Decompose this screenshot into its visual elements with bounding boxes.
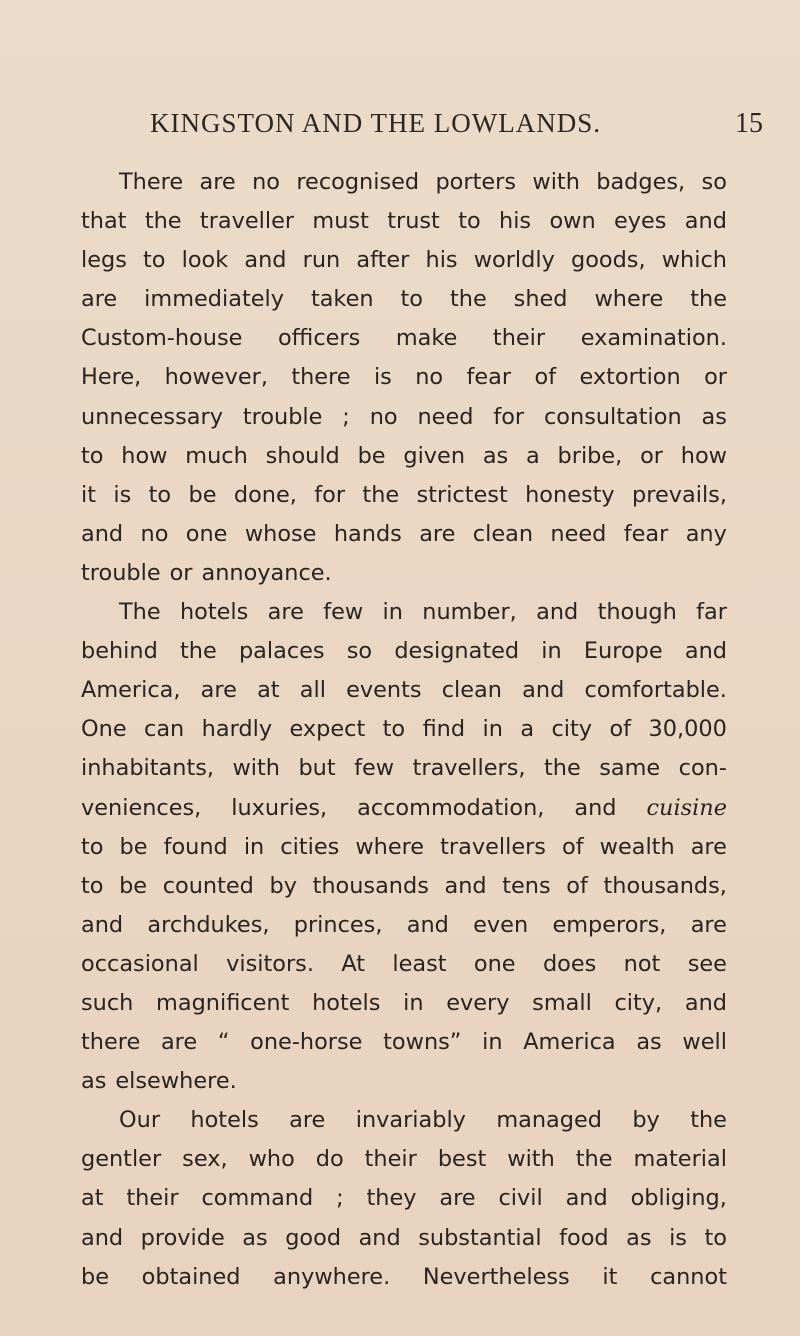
word: in — [243, 833, 265, 860]
word: are — [289, 1107, 326, 1134]
word: done, — [233, 481, 297, 508]
word: eyes — [613, 208, 667, 235]
word: trouble — [81, 559, 161, 586]
word: thousands — [312, 872, 429, 899]
word: prevails, — [632, 481, 727, 508]
word: any — [685, 520, 727, 547]
word: and — [684, 208, 727, 235]
word: comfortable. — [584, 677, 727, 704]
text-line — [81, 358, 727, 397]
word: to — [382, 716, 406, 743]
word: traveller — [199, 208, 295, 235]
word: to — [400, 286, 424, 313]
word: expect — [289, 716, 366, 743]
text-line — [81, 710, 727, 749]
word: are — [690, 833, 727, 860]
word: for — [493, 403, 525, 430]
word: recognised — [296, 169, 420, 195]
word: are — [200, 677, 237, 704]
word: make — [395, 325, 458, 352]
word: be — [357, 442, 386, 469]
word: in — [382, 599, 403, 626]
word: how — [121, 442, 168, 469]
word: “ — [217, 1029, 230, 1056]
word: in — [403, 989, 424, 1016]
word: hotels — [190, 1107, 259, 1134]
word: own — [549, 208, 596, 235]
word: good — [285, 1224, 342, 1251]
word: look — [181, 247, 229, 274]
word: civil — [498, 1185, 543, 1212]
word: city, — [614, 989, 663, 1016]
text-line — [81, 828, 727, 867]
word: best — [437, 1146, 487, 1173]
word: it — [81, 481, 96, 508]
word: and — [574, 794, 617, 821]
word: 30,000 — [648, 716, 727, 743]
word: of — [566, 872, 588, 899]
word: officers — [277, 325, 361, 352]
word: trust — [387, 208, 440, 235]
word: ; — [336, 1185, 344, 1212]
word: far — [696, 599, 727, 626]
word: as — [636, 1029, 662, 1056]
word: in — [541, 638, 562, 665]
word: in — [482, 716, 503, 743]
word: same — [599, 755, 661, 782]
text-line — [81, 202, 727, 241]
word: his — [499, 208, 532, 235]
word: counted — [162, 872, 254, 899]
word: the — [144, 208, 182, 235]
word: run — [302, 247, 341, 274]
word: behind — [81, 638, 158, 665]
word: as — [482, 442, 509, 469]
word: cities — [280, 833, 340, 860]
word: of — [534, 364, 557, 391]
word: are — [160, 1029, 198, 1056]
word: thousands, — [603, 872, 727, 899]
word: inhabitants, — [81, 755, 215, 782]
text-line — [81, 1023, 727, 1062]
word: the — [543, 755, 581, 782]
word: to — [704, 1224, 727, 1251]
word: with — [232, 755, 280, 782]
word: princes, — [293, 911, 383, 938]
word: but — [298, 755, 336, 782]
word: with — [507, 1146, 555, 1173]
word: one — [185, 520, 228, 547]
word: where — [355, 833, 425, 860]
word: is — [113, 481, 132, 508]
text-line — [81, 1140, 727, 1179]
word: is — [669, 1224, 687, 1251]
word: to — [458, 208, 481, 235]
word: of — [562, 833, 584, 860]
word: find — [422, 716, 466, 743]
word: command — [201, 1185, 314, 1212]
word: how — [680, 442, 727, 469]
word: or — [704, 364, 727, 391]
word: where — [594, 286, 664, 313]
word: porters — [435, 169, 517, 195]
word: are — [199, 169, 236, 195]
word: see — [687, 950, 727, 977]
word: they — [366, 1185, 417, 1212]
word: by — [269, 872, 297, 899]
word: the — [690, 286, 727, 313]
word: the — [690, 1107, 727, 1134]
word: events — [346, 677, 422, 704]
word: invariably — [355, 1107, 466, 1134]
word: so — [701, 169, 727, 195]
word: a — [520, 716, 535, 743]
word: legs — [81, 247, 127, 274]
word: material — [633, 1146, 727, 1173]
word: Europe — [583, 638, 663, 665]
text-line — [81, 319, 727, 358]
word: consultation — [544, 403, 682, 430]
word: can — [144, 716, 185, 743]
word: are — [267, 599, 304, 626]
word: with — [532, 169, 580, 195]
word: the — [575, 1146, 613, 1173]
word: to — [81, 833, 104, 860]
word: The — [119, 599, 161, 626]
word: his — [425, 247, 458, 274]
word: luxuries, — [231, 794, 328, 821]
word: and — [536, 599, 579, 626]
word: their — [492, 325, 546, 352]
word: and — [444, 872, 487, 899]
text-line — [81, 398, 727, 437]
word: whose — [244, 520, 317, 547]
word: obtained — [141, 1263, 241, 1290]
word: to — [148, 481, 172, 508]
word: least — [392, 950, 447, 977]
word: the — [362, 481, 400, 508]
word: be — [119, 872, 148, 899]
word: clean — [472, 520, 534, 547]
text-line — [81, 789, 727, 828]
word: or — [640, 442, 663, 469]
word: small — [532, 989, 592, 1016]
word: anywhere. — [273, 1263, 391, 1290]
text-line — [81, 593, 727, 632]
word: hardly — [201, 716, 273, 743]
word: One — [81, 716, 127, 743]
word: every — [446, 989, 510, 1016]
word: and — [81, 520, 124, 547]
word: hotels — [312, 989, 381, 1016]
word: and — [406, 911, 449, 938]
word: hands — [333, 520, 402, 547]
word: need — [550, 520, 607, 547]
word: city — [551, 716, 593, 743]
word: as — [626, 1224, 652, 1251]
word: do — [315, 1146, 344, 1173]
word: fear — [466, 364, 512, 391]
running-title: KINGSTON AND THE LOWLANDS. — [150, 108, 601, 138]
page-number: 15 — [735, 108, 763, 139]
text-line — [81, 241, 727, 280]
word: however, — [164, 364, 268, 391]
word: much — [185, 442, 248, 469]
word: substantial — [418, 1224, 542, 1251]
word: in — [482, 1029, 503, 1056]
text-line — [81, 749, 727, 788]
word: and — [522, 677, 565, 704]
text-line — [81, 984, 727, 1023]
word: badges, — [596, 169, 686, 195]
text-line — [81, 867, 727, 906]
text-line — [81, 280, 727, 319]
word: sex, — [182, 1146, 228, 1173]
text-line — [81, 515, 727, 554]
text-line — [81, 1219, 727, 1258]
word: clean — [441, 677, 502, 704]
text-line — [81, 476, 727, 515]
word: visitors. — [226, 950, 314, 977]
word: cannot — [650, 1263, 727, 1290]
word: annoyance. — [201, 559, 332, 586]
word: America — [523, 1029, 616, 1056]
word: fear — [623, 520, 669, 547]
word: should — [265, 442, 340, 469]
text-line — [81, 437, 727, 476]
word: examination. — [580, 325, 727, 352]
word: archdukes, — [147, 911, 270, 938]
word: there — [81, 1029, 141, 1056]
word: does — [542, 950, 597, 977]
word: no — [369, 403, 398, 430]
word: found — [163, 833, 228, 860]
text-line — [81, 1179, 727, 1218]
word: and — [684, 638, 727, 665]
word: extortion — [579, 364, 681, 391]
word: be — [119, 833, 148, 860]
word: magnificent — [156, 989, 290, 1016]
word: are — [419, 520, 456, 547]
word: and — [81, 911, 124, 938]
word: few — [354, 755, 395, 782]
word: immediately — [144, 286, 284, 313]
word: one — [473, 950, 516, 977]
word: gentler — [81, 1146, 162, 1173]
word: accommodation, — [357, 794, 545, 821]
word: ; — [342, 403, 350, 430]
word: strictest — [416, 481, 508, 508]
text-line — [81, 1062, 727, 1101]
word: cuisine — [646, 794, 727, 821]
word: or — [169, 559, 193, 586]
body-text — [81, 163, 727, 1297]
text-line — [81, 906, 727, 945]
word: and — [244, 247, 287, 274]
word: provide — [140, 1224, 225, 1251]
text-line — [81, 1101, 727, 1140]
word: as — [701, 403, 727, 430]
word: tens — [502, 872, 551, 899]
word: to — [81, 442, 104, 469]
word: and — [358, 1224, 401, 1251]
word: bribe, — [557, 442, 623, 469]
word: not — [623, 950, 661, 977]
text-line — [81, 554, 727, 593]
word: of — [609, 716, 632, 743]
text-line — [81, 945, 727, 984]
text-line — [81, 671, 727, 710]
word: as — [81, 1068, 107, 1095]
word: and — [81, 1224, 124, 1251]
word: which — [661, 247, 727, 274]
word: at — [257, 677, 280, 704]
word: are — [439, 1185, 476, 1212]
word: to — [81, 872, 104, 899]
word: and — [565, 1185, 608, 1212]
word: be — [188, 481, 217, 508]
word: after — [356, 247, 410, 274]
word: one-horse — [250, 1029, 363, 1056]
word: travellers, — [412, 755, 526, 782]
word: managed — [496, 1107, 602, 1134]
word: as — [242, 1224, 268, 1251]
word: there — [291, 364, 351, 391]
word: it — [602, 1263, 618, 1290]
word: is — [373, 364, 392, 391]
word: emperors, — [552, 911, 667, 938]
word: trouble — [242, 403, 323, 430]
word: At — [341, 950, 366, 977]
word: for — [314, 481, 346, 508]
word: so — [346, 638, 373, 665]
word: con- — [678, 755, 727, 782]
word: even — [473, 911, 529, 938]
word: occasional — [81, 950, 199, 977]
word: veniences, — [81, 794, 202, 821]
word: America, — [81, 677, 181, 704]
word: worldly — [473, 247, 555, 274]
word: Here, — [81, 364, 142, 391]
word: elsewhere. — [115, 1068, 237, 1095]
word: by — [632, 1107, 660, 1134]
word: number, — [422, 599, 517, 626]
word: all — [299, 677, 326, 704]
word: that — [81, 208, 127, 235]
word: taken — [310, 286, 374, 313]
word: a — [526, 442, 540, 469]
word: the — [180, 638, 217, 665]
word: no — [140, 520, 169, 547]
word: hotels — [179, 599, 249, 626]
word: their — [126, 1185, 179, 1212]
word: Our — [119, 1107, 161, 1134]
word: be — [81, 1263, 109, 1290]
word: Custom-house — [81, 325, 243, 352]
word: Nevertheless — [422, 1263, 570, 1290]
word: food — [559, 1224, 609, 1251]
word: must — [312, 208, 369, 235]
word: goods, — [570, 247, 646, 274]
word: travellers — [440, 833, 546, 860]
word: are — [690, 911, 727, 938]
text-line — [81, 163, 727, 202]
word: who — [248, 1146, 295, 1173]
word: though — [597, 599, 677, 626]
text-line — [81, 632, 727, 671]
word: honesty — [525, 481, 615, 508]
word: no — [252, 169, 280, 195]
word: There — [119, 169, 184, 195]
word: need — [417, 403, 474, 430]
word: their — [364, 1146, 417, 1173]
word: towns” — [383, 1029, 462, 1056]
word: obliging, — [630, 1185, 727, 1212]
word: the — [449, 286, 487, 313]
word: designated — [394, 638, 520, 665]
word: few — [323, 599, 364, 626]
word: unnecessary — [81, 403, 223, 430]
word: wealth — [599, 833, 675, 860]
word: at — [81, 1185, 104, 1212]
word: and — [684, 989, 727, 1016]
text-line — [81, 1258, 727, 1297]
word: to — [143, 247, 166, 274]
word: well — [682, 1029, 727, 1056]
word: such — [81, 989, 134, 1016]
word: palaces — [238, 638, 325, 665]
word: are — [81, 286, 118, 313]
word: shed — [513, 286, 568, 313]
word: no — [415, 364, 444, 391]
word: given — [403, 442, 466, 469]
